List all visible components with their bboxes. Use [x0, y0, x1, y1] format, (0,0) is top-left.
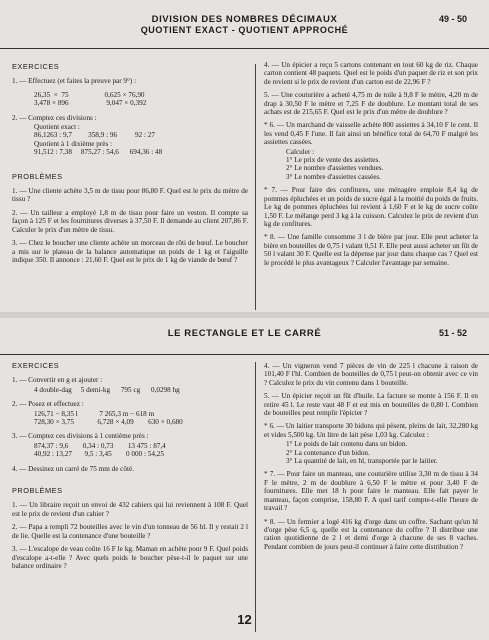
exercise-item: 3. — Comptez ces divisions à 1 centième près :: [12, 432, 149, 441]
problemes-heading: PROBLÈMES: [12, 486, 63, 496]
problem-item: * 8. — Un fermier a logé 416 kg d'orge dans un coffre. Sachant qu'un hl d'orge pèse 6,5 q, quelle est la contenance du coffre ? Il distribue une ration quotidienne de 2 l et demi d'orge à chacune de ses 8 vaches. Pendant combien de jours peut-il continuer à faire cette distribution ?: [264, 517, 478, 551]
exercise-sub: Quotient à 1 dixième près :: [34, 139, 113, 148]
section-title: DIVISION DES NOMBRES DÉCIMAUX: [151, 14, 338, 25]
problemes-heading: PROBLÈMES: [12, 171, 63, 181]
problem-sub: 1° Le poids de lait contenu dans un bidon.: [286, 440, 408, 449]
problem-item: * 6. — Un laitier transporte 30 bidons qui pèsent, pleins de lait, 32,280 kg et vides 5,500 kg. Un litre de lait pèse 1,03 kg. Calculez :: [264, 422, 478, 439]
section-rectangle: [0, 318, 489, 640]
left-column: [12, 63, 248, 269]
problem-item: 5. — Une couturière a acheté 4,75 m de toile à 9,8 F le mètre, 4,20 m de drap à 30,50 F le mètre et 7,25 F de doublure. Le montant total de ses achats est de 215,65 F. Quel est le prix d'un mètre de doublure ?: [264, 91, 478, 117]
section-subtitle: QUOTIENT EXACT - QUOTIENT APPROCHÉ: [140, 25, 349, 35]
exercise-item: 1. — Convertir en g et ajouter :: [12, 376, 103, 385]
exercices-heading: EXERCICES: [12, 361, 60, 370]
column-divider: [255, 64, 256, 310]
left-column: [12, 362, 248, 575]
problem-item: 3. — Chez le boucher une cliente achète un morceau de rôti de bœuf. Le boucher a mis sur le plateau de la balance automatique un poids de 1 kg et l'aiguille indique 350. Il annonce : 21,60 F. Quel est le prix de 1 kg de viande de bœuf ?: [12, 239, 248, 264]
problem-sub: Calculer :: [286, 147, 315, 156]
lesson-pages: 51 - 52: [438, 328, 467, 338]
problem-item: 2. — Papa a rempli 72 bouteilles avec le vin d'un tonneau de 56 hl. Il y restait 2 l de lie. Quelle est la contenance d'une bouteille ?: [12, 523, 248, 540]
problem-item: 4. — Un vigneron vend 7 pièces de vin de 225 l chacune à raison de 101,40 F l'hl. Combien de bouteilles de 0,75 l peut-on obtenir avec ce vin ? Calculez le prix du vin contenu dans 1 bouteille.: [264, 362, 478, 387]
column-divider: [255, 362, 256, 632]
exercices-heading: EXERCICES: [12, 62, 60, 71]
exercise-item: 1. — Effectuez (et faites la preuve par 9°) :: [12, 77, 137, 86]
problem-sub: 3° Le nombre d'assiettes cassées.: [286, 172, 381, 181]
page-number: 12: [237, 612, 252, 627]
problem-sub: 1° Le prix de vente des assiettes.: [286, 156, 381, 165]
exercise-calc: 874,37 : 9,6 0,34 : 0,73 13 475 : 87,4: [34, 441, 166, 450]
exercise-calc: 3,478 × 896 9,047 × 0,392: [34, 99, 147, 108]
section-title: LE RECTANGLE ET LE CARRÉ: [167, 328, 322, 339]
problem-item: 4. — Un épicier a reçu 5 cartons contenant en tout 60 kg de riz. Chaque carton contient 48 paquets. Quel est le poids d'un paquet de riz et son prix de revient si le prix de revient d'un carton est de 22,96 F ?: [264, 61, 478, 86]
exercise-calc: 91,512 : 7,38 875,27 : 54,6 694,36 : 48: [34, 148, 163, 157]
exercise-calc: 728,30 × 3,75 6,728 × 4,09 630 × 0,680: [34, 418, 183, 427]
problem-item: 3. — L'escalope de veau coûte 16 F le kg. Maman en achète pour 9 F. Quel poids d'escalope a-t-elle ? Avec quels poids le boucher pèse-t-il le paquet sur une balance ordinaire ?: [12, 545, 248, 570]
exercise-item: 2. — Comptez ces divisions :: [12, 113, 97, 122]
lesson-pages: 49 - 50: [438, 14, 467, 24]
problem-sub: 2° Le nombre d'assiettes vendues.: [286, 164, 384, 173]
problem-item: 5. — Un épicier reçoit un fût d'huile. La facture se monte à 156 F. Il en retire 45 l. Le reste vaut 48 F et est mis en bouteilles de 0,80 l. Combien de bouteilles peut remplir l'épicier ?: [264, 392, 478, 418]
right-column: [264, 6, 478, 272]
problem-item: 1. — Un libraire reçoit un envoi de 432 cahiers qui lui reviennent à 108 F. Quel est le prix de revient d'un cahier ?: [12, 501, 248, 518]
exercise-item: 2. — Posez et effectuez :: [12, 400, 84, 409]
exercise-sub: Quotient exact :: [34, 123, 80, 132]
problem-item: * 6. — Un marchand de vaisselle achète 800 assiettes à 34,10 F le cent. Il les vend 0,45 F l'une. Il fait ainsi un bénéfice total de 64,70 F malgré les assiettes cassées.: [264, 121, 478, 147]
section-division: [0, 0, 489, 314]
problem-item: * 7. — Pour faire un manteau, une couturière utilise 3,30 m de tissu à 34 F le mètre, 2 m de doublure à 6,50 F le mètre et pour 3,40 F de fournitures. Elle met 18 h pour faire le manteau. Elle fait payer le manteau, façon comprise, 158,80 F. A quel tarif compte-t-elle l'heure de travail ?: [264, 470, 478, 513]
problem-item: * 7. — Pour faire des confitures, une ménagère emploie 8,4 kg de pommes épluchées et un poids de sucre égal à la moitié du poids de fruits. Le kg de pommes épluchées lui revient à 1,60 F et le kg de sucre coûte 1,50 F. Le mélange perd 3 kg à la cuisson. Calculez le prix de revient d'un kg de confitures.: [264, 186, 478, 228]
problem-sub: 3° La quantité de lait, en hl, transportée par le laitier.: [286, 457, 438, 466]
problem-sub: 2° La contenance d'un bidon.: [286, 448, 370, 457]
problem-item: 1. — Une cliente achète 3,5 m de tissu pour 86,80 F. Quel est le prix du mètre de tissu ?: [12, 187, 248, 204]
exercise-calc: 4 double-dag 5 demi-kg 795 cg 0,0298 hg: [34, 385, 180, 394]
exercise-item: 4. — Dessinez un carré de 75 mm de côté.: [12, 464, 134, 473]
exercise-calc: 40,92 : 13,27 9,5 : 3,45 0 000 : 54,25: [34, 450, 164, 459]
exercise-calc: 26,35 × 75 0,625 × 76,90: [34, 90, 145, 99]
problem-item: * 8. — Une famille consomme 3 l de bière par jour. Elle peut acheter la bière en bouteilles de 0,75 l valant 0,51 F. Elle peut aussi acheter un fût de 50 l valant 30 F. Quelle est la dépense par jour dans chaque cas ? Quel est le procédé le plus avantageux ? Calculer l'avantage par semaine.: [264, 233, 478, 267]
exercise-calc: 86,1263 : 9,7 358,9 : 96 92 : 27: [34, 131, 155, 140]
problem-item: 2. — Un tailleur a employé 1,8 m de tissu pour faire un veston. Il compte sa façon à 125 F et les fournitures diverses à 37,50 F. Il demande au client 207,86 F. Calculer le prix d'un mètre de tissu.: [12, 208, 248, 234]
right-column: [264, 362, 478, 556]
exercise-calc: 126,71 − 8,35 l 7 265,3 m − 618 m: [34, 409, 155, 418]
